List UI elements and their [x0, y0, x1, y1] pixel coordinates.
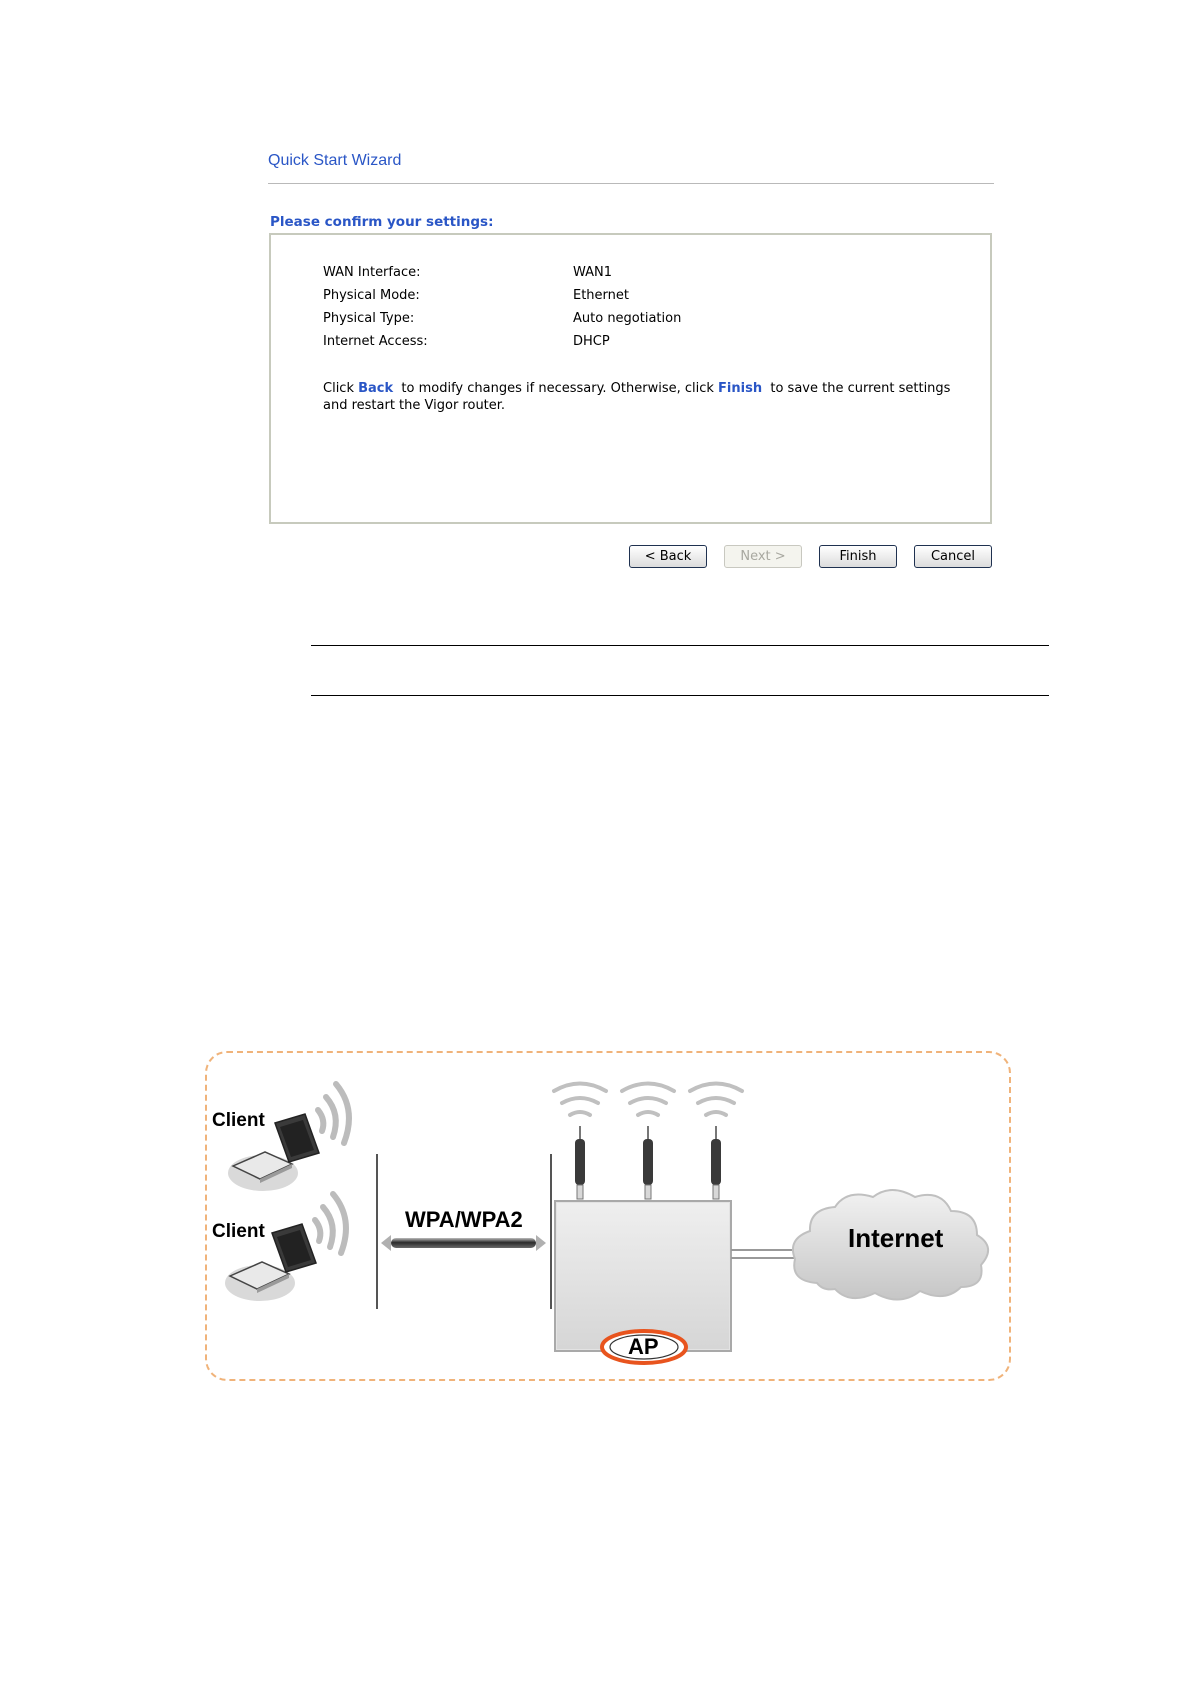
ap-antennas-icon	[575, 1126, 721, 1199]
ap-signal-icon	[554, 1084, 742, 1116]
finish-button[interactable]: Finish	[819, 545, 897, 568]
client-2-signal-icon	[315, 1194, 346, 1253]
confirm-heading: Please confirm your settings:	[270, 214, 494, 230]
internet-label: Internet	[848, 1223, 944, 1253]
setting-value-physical-type: Auto negotiation	[573, 311, 682, 326]
network-diagram	[205, 1051, 1011, 1381]
next-button: Next >	[724, 545, 802, 568]
document-rule-bottom	[311, 695, 1049, 696]
title-divider	[268, 183, 994, 184]
ap-label: AP	[628, 1334, 659, 1359]
client-label-2: Client	[212, 1221, 265, 1242]
note-text: to modify changes if necessary. Otherwise, click	[393, 381, 719, 396]
client-1-signal-icon	[318, 1084, 349, 1143]
security-label: WPA/WPA2	[405, 1207, 523, 1232]
access-point-device-icon	[555, 1201, 731, 1351]
setting-value-internet-access: DHCP	[573, 334, 610, 349]
setting-label-physical-type: Physical Type:	[323, 311, 415, 326]
setting-value-wan-interface: WAN1	[573, 265, 613, 280]
back-button[interactable]: < Back	[629, 545, 707, 568]
note-back-keyword: Back	[358, 381, 394, 396]
note-text: to save the current settings and restart the Vigor router.	[323, 381, 955, 413]
note-text: Click	[323, 381, 359, 396]
note-finish-keyword: Finish	[718, 381, 763, 396]
setting-label-wan-interface: WAN Interface:	[323, 265, 421, 280]
client-label-1: Client	[212, 1110, 265, 1131]
instruction-note	[323, 380, 963, 414]
setting-label-physical-mode: Physical Mode:	[323, 288, 420, 303]
wpa-tunnel-icon	[381, 1235, 546, 1251]
setting-label-internet-access: Internet Access:	[323, 334, 428, 349]
cancel-button[interactable]: Cancel	[914, 545, 992, 568]
setting-value-physical-mode: Ethernet	[573, 288, 629, 303]
wizard-title: Quick Start Wizard	[268, 152, 402, 169]
document-rule-top	[311, 645, 1049, 646]
